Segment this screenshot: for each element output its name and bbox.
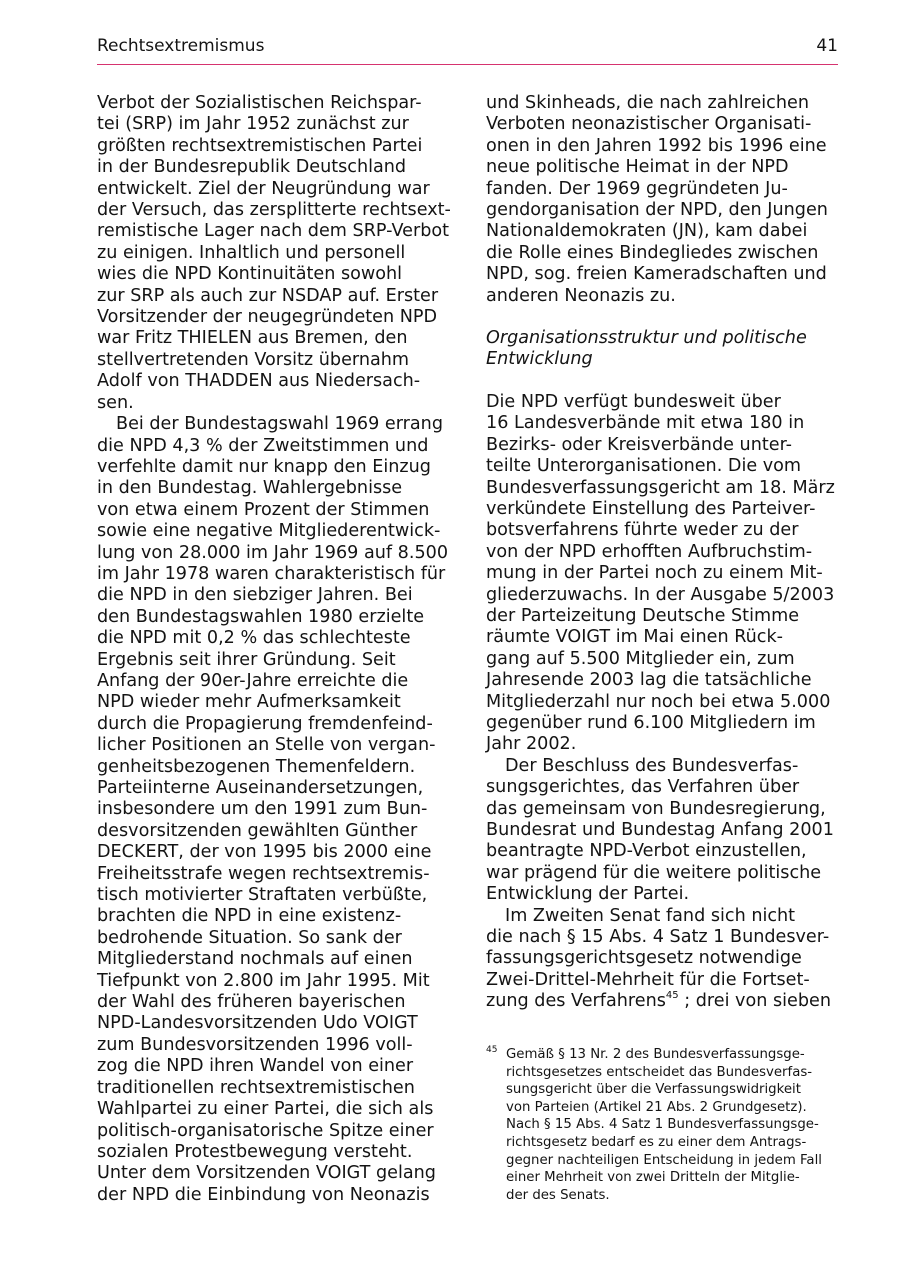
text-line: mung in der Partei noch zu einem Mit- [486, 563, 823, 584]
text-line: Verbot der Sozialistischen Reichspar- [97, 93, 422, 113]
text-line: traditionellen rechtsextremistischen [97, 1077, 415, 1098]
footnote-line: gegner nachteiligen Entscheidung in jedem Fall [506, 1152, 822, 1168]
footnote-line: Nach § 15 Abs. 4 Satz 1 Bundesverfassungsge- [506, 1117, 819, 1133]
text-line: die Rolle eines Bindegliedes zwischen [486, 242, 819, 263]
text-line: politisch-organisatorische Spitze einer [97, 1120, 434, 1141]
text-line: neue politische Heimat in der NPD [486, 157, 789, 178]
text-line: Zwei-Drittel-Mehrheit für die Fortset- [486, 969, 810, 990]
text-line: und Skinheads, die nach zahlreichen [486, 93, 809, 113]
text-line: die NPD mit 0,2 % das schlechteste [97, 628, 411, 649]
text-line: der Versuch, das zersplitterte rechtsext- [97, 200, 451, 221]
text-line: Anfang der 90er-Jahre erreichte die [97, 670, 409, 691]
text-line: im Jahr 1978 waren charakteristisch für [97, 563, 446, 584]
text-line: onen in den Jahren 1992 bis 1996 eine [486, 135, 827, 156]
text-line: insbesondere um den 1991 zum Bun- [97, 799, 428, 820]
text-line: entwickelt. Ziel der Neugründung war [97, 178, 430, 199]
text-line: genheitsbezogenen Themenfeldern. [97, 756, 416, 777]
text-line: Mitgliederzahl nur noch bei etwa 5.000 [486, 691, 831, 712]
footnote-marker: 45 [486, 1045, 498, 1055]
text-line: verfehlte damit nur knapp den Einzug [97, 456, 431, 477]
text-line: licher Positionen an Stelle von vergan- [97, 735, 436, 756]
text-line: lung von 28.000 im Jahr 1969 auf 8.500 [97, 542, 449, 563]
text-line: größten rechtsextremistischen Partei [97, 135, 423, 156]
text-line: Tiefpunkt von 2.800 im Jahr 1995. Mit [97, 970, 430, 991]
text-line: der NPD die Einbindung von Neonazis [97, 1184, 430, 1205]
text-line: zu einigen. Inhaltlich und personell [97, 242, 406, 263]
text-line: den Bundestagswahlen 1980 erzielte [97, 606, 425, 627]
text-line: Wahlpartei zu einer Partei, die sich als [97, 1099, 434, 1120]
text-line: wies die NPD Kontinuitäten sowohl [97, 264, 403, 285]
text-line: gendorganisation der NPD, den Jungen [486, 200, 828, 221]
text-line: zog die NPD ihren Wandel von einer [97, 1056, 414, 1077]
footnote-line: richtsgesetzes entscheidet das Bundesverfas- [506, 1064, 813, 1080]
text-line: brachten die NPD in eine existenz- [97, 906, 402, 927]
text-line: zur SRP als auch zur NSDAP auf. Erster [97, 285, 439, 306]
text-line: in der Bundesrepublik Deutschland [97, 157, 407, 178]
text-line: Bei der Bundestagswahl 1969 errang [116, 414, 443, 435]
footnote-line: Gemäß § 13 Nr. 2 des Bundesverfassungsge- [506, 1047, 805, 1062]
footnote-line: einer Mehrheit von zwei Dritteln der Mitglie- [506, 1170, 800, 1186]
text-fragment: ; drei von sieben [678, 991, 831, 1012]
heading-line: Organisationsstruktur und politische [486, 328, 807, 349]
text-line: anderen Neonazis zu. [486, 285, 676, 306]
text-line: bedrohende Situation. So sank der [97, 927, 402, 948]
text-line: 16 Landesverbände mit etwa 180 in [486, 413, 805, 434]
text-line: Mitgliederstand nochmals auf einen [97, 949, 413, 970]
text-line: das gemeinsam von Bundesregierung, [486, 798, 826, 819]
text-line: NPD wieder mehr Aufmerksamkeit [97, 692, 401, 713]
heading-line: Entwicklung [486, 349, 593, 370]
text-line: Nationaldemokraten (JN), kam dabei [486, 221, 808, 242]
footnote-line: sungsgericht über die Verfassungswidrigkeit [506, 1082, 801, 1098]
text-line: Jahresende 2003 lag die tatsächliche [486, 670, 812, 691]
text-line: Unter dem Vorsitzenden VOIGT gelang [97, 1163, 436, 1184]
text-line: von etwa einem Prozent der Stimmen [97, 499, 430, 520]
text-line: Der Beschluss des Bundesverfas- [505, 755, 799, 776]
text-line: remistische Lager nach dem SRP-Verbot [97, 221, 450, 242]
text-line: sungsgerichtes, das Verfahren über [486, 777, 800, 798]
text-line: tisch motivierter Straftaten verbüßte, [97, 885, 428, 906]
text-line: war Fritz THIELEN aus Bremen, den [97, 328, 408, 349]
text-fragment: zung des Verfahrens [486, 991, 666, 1012]
text-line: die NPD in den siebziger Jahren. Bei [97, 585, 413, 606]
text-line: sen. [97, 392, 134, 413]
text-line [486, 991, 840, 1012]
footnote-line: richtsgesetz bedarf es zu einer dem Antrags- [506, 1134, 807, 1150]
text-line: fassungsgerichtsgesetz notwendige [486, 948, 802, 969]
text-line: von der NPD erhofften Aufbruchstim- [486, 541, 813, 562]
section-heading [486, 328, 840, 371]
text-line: fanden. Der 1969 gegründeten Ju- [486, 178, 788, 199]
text-line: Parteiinterne Auseinandersetzungen, [97, 778, 424, 798]
paragraph [486, 93, 840, 307]
text-line: zum Bundesvorsitzenden 1996 voll- [97, 1034, 413, 1055]
footnote-text [486, 1046, 840, 1204]
footnote-line: der des Senats. [506, 1187, 610, 1203]
text-line: Im Zweiten Senat fand sich nicht [505, 905, 796, 926]
text-line: gang auf 5.500 Mitglieder ein, zum [486, 648, 795, 669]
text-line: tei (SRP) im Jahr 1952 zunächst zur [97, 114, 409, 135]
page-header [97, 36, 838, 65]
text-line: war prägend für die weitere politische [486, 862, 822, 883]
text-line: die NPD 4,3 % der Zweitstimmen und [97, 435, 429, 456]
text-line: Bundesrat und Bundestag Anfang 2001 [486, 820, 834, 840]
text-line: sozialen Protestbewegung versteht. [97, 1141, 413, 1162]
text-line: stellvertretenden Vorsitz übernahm [97, 349, 410, 370]
paragraph [486, 756, 840, 906]
text-line: gegenüber rund 6.100 Mitgliedern im [486, 712, 816, 733]
text-line: die nach § 15 Abs. 4 Satz 1 Bundesver- [486, 927, 830, 948]
text-line: desvorsitzenden gewählten Günther [97, 820, 418, 841]
text-line: durch die Propagierung fremdenfeind- [97, 713, 433, 734]
text-line: Verboten neonazistischer Organisati- [486, 114, 812, 135]
footnote-reference[interactable]: 45 [665, 990, 679, 1002]
footnote-line: von Parteien (Artikel 21 Abs. 2 Grundgesetz). [506, 1099, 807, 1115]
page-number: 41 [816, 36, 838, 56]
text-line: NPD-Landesvorsitzenden Udo VOIGT [97, 1013, 418, 1034]
text-line: Ergebnis seit ihrer Gründung. Seit [97, 649, 396, 670]
text-line: Adolf von THADDEN aus Niedersach- [97, 371, 421, 392]
left-column [97, 93, 455, 1206]
text-line: in den Bundestag. Wahlergebnisse [97, 478, 403, 499]
text-line: Vorsitzender der neugegründeten NPD [97, 307, 438, 328]
text-line: Die NPD verfügt bundesweit über [486, 391, 781, 412]
text-line: der Wahl des früheren bayerischen [97, 992, 406, 1013]
text-line: Freiheitsstrafe wegen rechtsextremis- [97, 863, 430, 884]
text-line: beantragte NPD-Verbot einzustellen, [486, 841, 807, 862]
text-line: Entwicklung der Partei. [486, 884, 690, 905]
text-line: räumte VOIGT im Mai einen Rück- [486, 627, 784, 648]
text-line: DECKERT, der von 1995 bis 2000 eine [97, 842, 432, 863]
right-column [486, 93, 840, 1013]
text-line: verkündete Einstellung des Parteiver- [486, 498, 816, 519]
paragraph [486, 392, 840, 756]
text-line: NPD, sog. freien Kameradschaften und [486, 264, 827, 285]
text-line: gliederzuwachs. In der Ausgabe 5/2003 [486, 584, 835, 605]
text-line: Jahr 2002. [486, 734, 577, 755]
text-line: der Parteizeitung Deutsche Stimme [486, 605, 800, 626]
text-line: Bundesverfassungsgericht am 18. März [486, 477, 835, 498]
text-line: sowie eine negative Mitgliederentwick- [97, 521, 441, 542]
footnote [486, 1046, 840, 1204]
running-title: Rechtsextremismus [97, 36, 265, 56]
text-line: botsverfahrens führte weder zu der [486, 520, 799, 541]
text-line: Bezirks- oder Kreisverbände unter- [486, 434, 793, 455]
paragraph [486, 906, 840, 1013]
text-line: teilte Unterorganisationen. Die vom [486, 456, 802, 477]
